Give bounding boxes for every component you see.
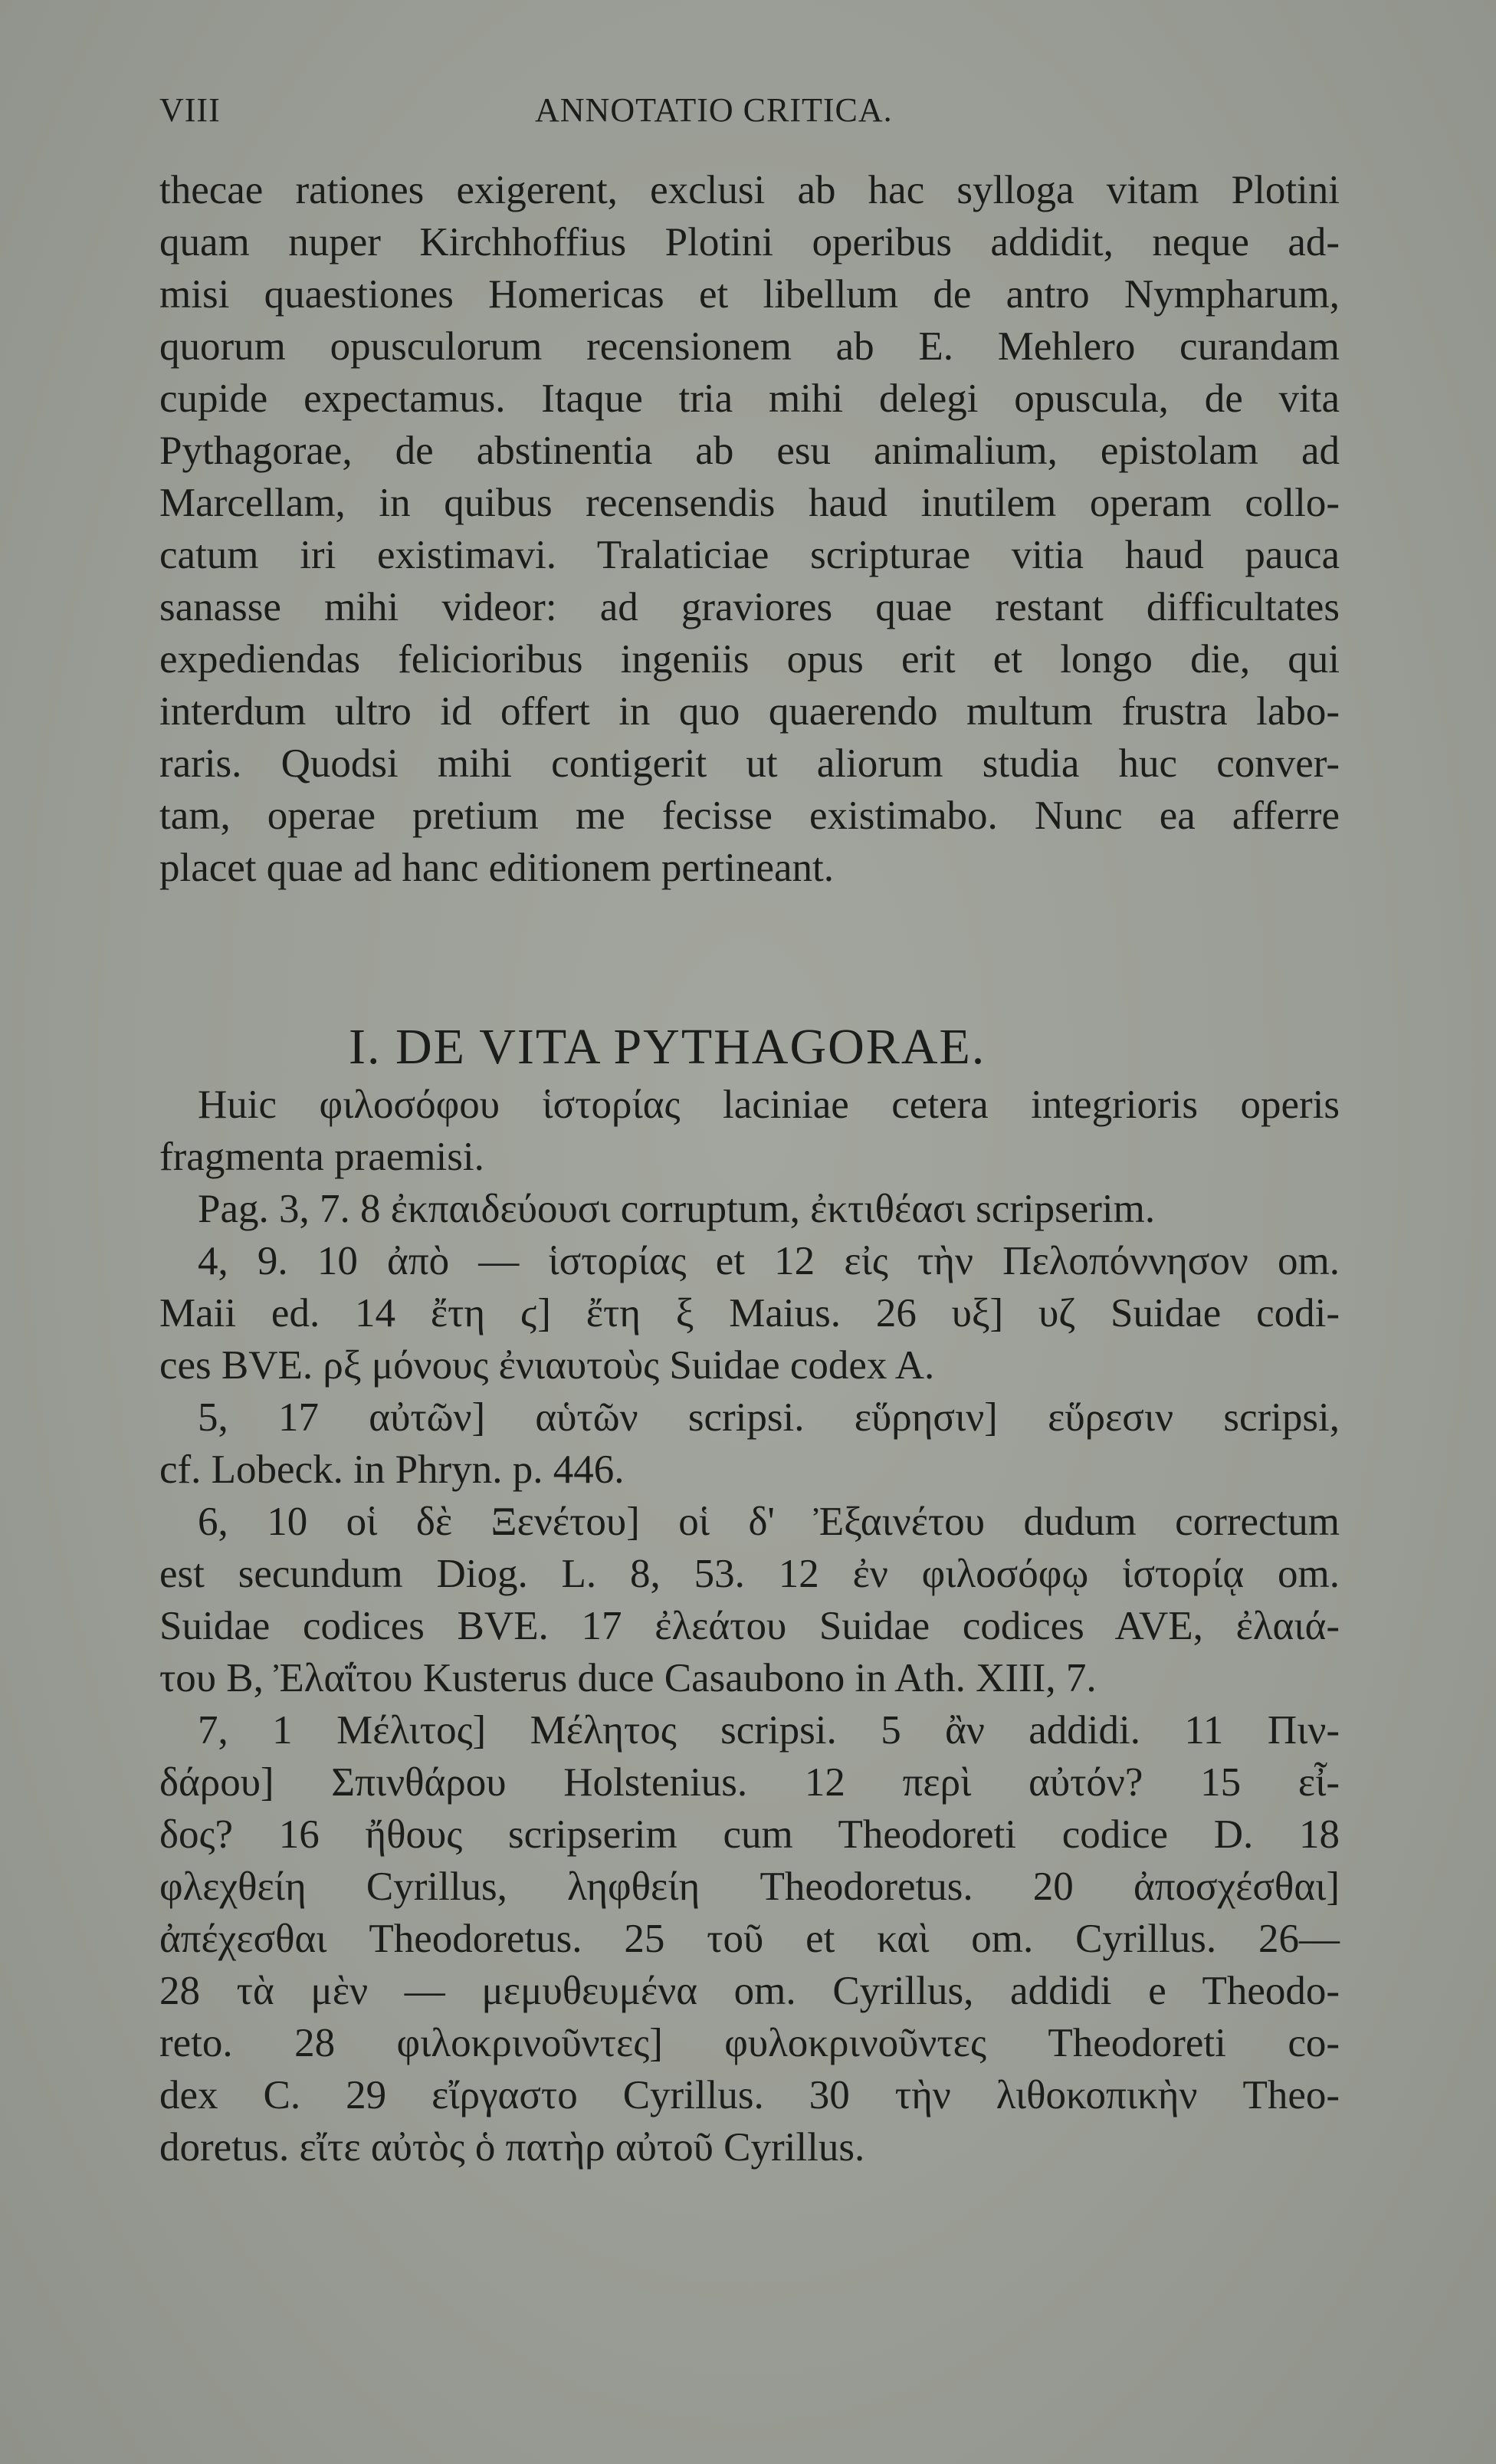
note-line: fragmenta praemisi. [159, 1135, 484, 1179]
text-line: Marcellam, in quibus recensendis haud inutilem operam collo- [159, 481, 1340, 525]
note-line: Suidae codices BVE. 17 ἐλεάτου Suidae codices AVE, ἐλαιά- [159, 1604, 1340, 1648]
note-line: Pag. 3, 7. 8 ἐκπαιδεύουσι corruptum, ἐκτιθέασι scripserim. [198, 1187, 1156, 1231]
note-line: 28 τὰ μὲν — μεμυθευμένα om. Cyrillus, addidi e Theodo- [159, 1969, 1340, 2013]
note-line: δος? 16 ἤθους scripserim cum Theodoreti codice D. 18 [159, 1812, 1340, 1857]
text-line: sanasse mihi videor: ad graviores quae restant difficultates [159, 585, 1340, 629]
running-title: ANNOTATIO CRITICA. [535, 91, 893, 129]
note-line: doretus. εἴτε αὐτὸς ὁ πατὴρ αὐτοῦ Cyrillus. [159, 2125, 865, 2170]
intro-paragraph [159, 164, 1340, 894]
note-line: cf. Lobeck. in Phryn. p. 446. [159, 1447, 625, 1492]
note-line: 4, 9. 10 ἀπὸ — ἱστορίας et 12 εἰς τὴν Πελοπόννησον om. [198, 1239, 1340, 1283]
text-line: cupide expectamus. Itaque tria mihi delegi opuscula, de vita [159, 376, 1340, 421]
text-line: misi quaestiones Homericas et libellum de antro Nympharum, [159, 272, 1340, 317]
section-heading: I. DE VITA PYTHAGORAE. [349, 1019, 986, 1075]
note-line: Huic φιλοσόφου ἱστορίας laciniae cetera integrioris operis [198, 1083, 1340, 1127]
text-line: thecae rationes exigerent, exclusi ab hac sylloga vitam Plotini [159, 168, 1340, 212]
note-line: dex C. 29 εἴργαστο Cyrillus. 30 τὴν λιθοκοπικὴν Theo- [159, 2073, 1340, 2117]
note-line: 5, 17 αὐτῶν] αὑτῶν scripsi. εὕρησιν] εὕρεσιν scripsi, [198, 1395, 1340, 1440]
note-line: δάρου] Σπινθάρου Holstenius. 12 περὶ αὐτόν? 15 εἶ- [159, 1760, 1340, 1805]
note-line: 6, 10 οἱ δὲ Ξενέτου] οἱ δ' Ἐξαινέτου dudum correctum [198, 1500, 1340, 1544]
text-line: Pythagorae, de abstinentia ab esu animalium, epistolam ad [159, 429, 1340, 473]
text-line: quorum opusculorum recensionem ab E. Mehlero curandam [159, 324, 1340, 369]
critical-notes [159, 1079, 1340, 2173]
note-line: 7, 1 Μέλιτος] Μέλητος scripsi. 5 ἂν addidi. 11 Πιν- [198, 1708, 1340, 1753]
note-line: του B, Ἐλαΐτου Kusterus duce Casaubono in Ath. XIII, 7. [159, 1656, 1097, 1700]
running-header [159, 90, 1340, 136]
note-line: est secundum Diog. L. 8, 53. 12 ἐν φιλοσόφῳ ἱστορίᾳ om. [159, 1552, 1340, 1596]
text-line: catum iri existimavi. Tralaticiae scripturae vitia haud pauca [159, 533, 1340, 577]
text-line: raris. Quodsi mihi contigerit ut aliorum studia huc conver- [159, 741, 1340, 786]
text-line: expediendas felicioribus ingeniis opus erit et longo die, qui [159, 637, 1340, 682]
text-line: interdum ultro id offert in quo quaerendo multum frustra labo- [159, 689, 1340, 734]
note-line: φλεχθείη Cyrillus, ληφθείη Theodoretus. 20 ἀποσχέσθαι] [159, 1864, 1340, 1909]
text-line: placet quae ad hanc editionem pertineant. [159, 846, 834, 890]
note-line: ἀπέχεσθαι Theodoretus. 25 τοῦ et καὶ om. Cyrillus. 26— [159, 1917, 1340, 1961]
page-number: VIII [159, 91, 221, 129]
text-line: tam, operae pretium me fecisse existimabo. Nunc ea afferre [159, 793, 1340, 838]
note-line: ces BVE. ρξ μόνους ἐνιαυτοὺς Suidae codex A. [159, 1343, 935, 1388]
text-line: quam nuper Kirchhoffius Plotini operibus addidit, neque ad- [159, 220, 1340, 264]
note-line: reto. 28 φιλοκρινοῦντες] φυλοκρινοῦντες Theodoreti co- [159, 2021, 1340, 2065]
note-line: Maii ed. 14 ἔτη ϛ] ἔτη ξ Maius. 26 υξ] υζ Suidae codi- [159, 1291, 1340, 1335]
